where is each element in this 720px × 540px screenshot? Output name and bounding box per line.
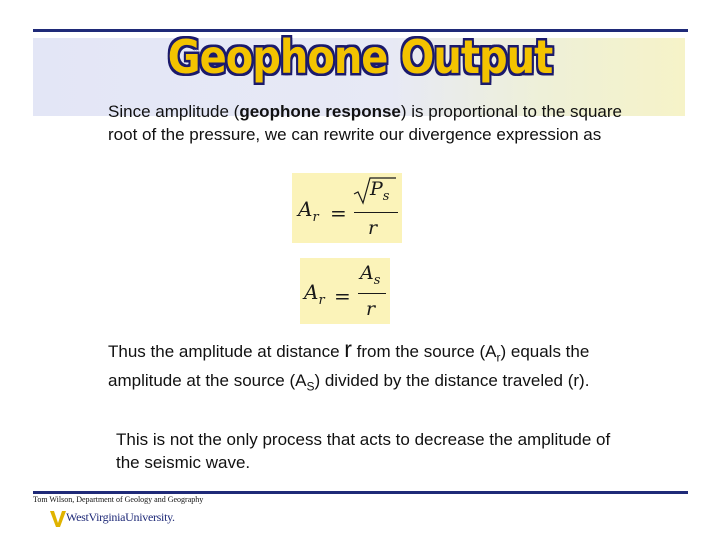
equation-1 <box>292 173 402 243</box>
equation-2 <box>300 258 390 324</box>
eq2-denominator: r <box>366 298 376 320</box>
intro-part1: Since amplitude ( <box>108 102 240 121</box>
eq1-lhs: $A_r$ <box>298 197 319 225</box>
eq2-equals: = <box>334 284 351 308</box>
eq1-fraction-bar <box>354 212 398 213</box>
slide-title: Geophone Output <box>167 31 553 85</box>
distance-symbol: r <box>344 336 352 362</box>
eq2-lhs: $A_r$ <box>304 280 325 308</box>
university-name: WestVirginiaUniversity. <box>66 510 175 524</box>
footer-credit: Tom Wilson, Department of Geology and Geography <box>33 495 204 504</box>
intro-paragraph <box>108 100 628 146</box>
eq1-denominator: r <box>368 217 378 239</box>
intro-part2: ) is proportional to the square root of the pressure, we can rewrite our divergence expression as <box>108 102 622 144</box>
university-logo-icon <box>50 509 66 529</box>
eq2-numerator: $A_s$ <box>360 262 381 288</box>
eq2-fraction-bar <box>358 293 386 294</box>
eq1-numerator: $P_s$ <box>370 178 390 204</box>
intro-bold: geophone response <box>239 102 401 121</box>
eq1-equals: = <box>330 201 347 225</box>
note-paragraph: This is not the only process that acts to decrease the amplitude of the seismic wave. <box>116 430 611 472</box>
conclusion-paragraph: Thus the amplitude at distance r from the source $(A_r)$ equals the amplitude at the source $(A_S)$ divided by the distance traveled (r). <box>108 336 590 394</box>
bottom-rule <box>33 491 688 494</box>
